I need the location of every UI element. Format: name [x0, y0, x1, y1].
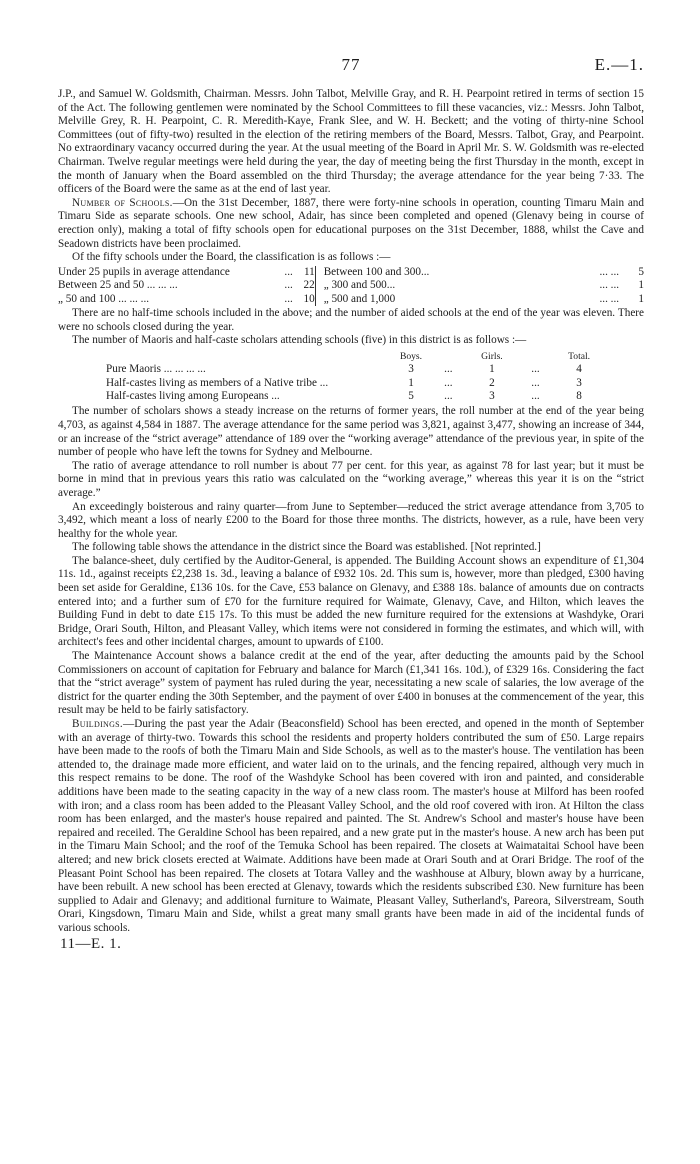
classification-left-value: 22 — [303, 279, 315, 292]
column-spacer — [378, 350, 393, 363]
paragraph-half-time: There are no half-time schools included in the above; and the number of aided schools at the end of the year was eleven. There were no schools closed during the year. — [58, 306, 644, 333]
paragraph-maoris-intro: The number of Maoris and half-caste scholars attending schools (five) in this district is as follows :— — [72, 334, 527, 347]
document-reference: E.—1. — [594, 55, 644, 74]
classification-left-dots: ... — [284, 292, 293, 305]
column-spacer — [430, 350, 467, 363]
boys-value: 1 — [408, 376, 414, 389]
classification-right-dots: ... ... — [599, 292, 620, 305]
boys-value: 3 — [408, 363, 414, 376]
classification-divider — [315, 293, 323, 306]
row-label: Half-castes living as members of a Native tribe ... — [106, 376, 329, 389]
classification-right-label: „ 500 and 1,000 — [323, 292, 396, 305]
classification-right-dots: ... ... — [599, 279, 620, 292]
girls-value: 2 — [489, 376, 495, 389]
classification-right-dots: ... ... — [599, 265, 620, 278]
leader-dots: ... — [444, 363, 453, 376]
maori-table-row — [106, 363, 604, 376]
section-heading-buildings: Buildings. — [72, 718, 124, 730]
page-header — [58, 55, 644, 88]
classification-divider — [315, 266, 323, 279]
total-value: 4 — [576, 363, 582, 376]
maori-table-row — [106, 377, 604, 390]
classification-right-value: 1 — [638, 279, 644, 292]
classification-left-dots: ... — [284, 279, 293, 292]
cell-spacer — [378, 363, 393, 376]
leader-dots: ... — [444, 376, 453, 389]
classification-row — [58, 266, 644, 279]
leader-dots: ... — [531, 376, 540, 389]
cell-spacer — [378, 390, 393, 403]
classification-right-value: 1 — [638, 292, 644, 305]
maori-table-header — [106, 350, 604, 363]
classification-left-label: Between 25 and 50 ... ... ... — [58, 279, 178, 292]
girls-value: 3 — [489, 389, 495, 402]
boys-value: 5 — [408, 389, 414, 402]
maori-scholars-table — [106, 350, 604, 404]
row-label: Pure Maoris ... ... ... ... — [106, 363, 206, 376]
paragraph-number-of-schools — [58, 197, 644, 251]
column-header: Total. — [568, 350, 591, 362]
schools-text: —On the 31st December, 1887, there were forty-nine schools in operation, counting Timaru Main and Timaru Side as separate schools. One new school, Adair, has since been completed and opened (Glenavy being in course of erection only), making a total of fifty schools open for educational purposes on the 31st December, 1888, whilst the Cave and Seadown districts have been proclaimed. — [58, 196, 644, 250]
page-number: 77 — [341, 55, 361, 74]
section-heading-schools: Number of Schools. — [72, 196, 173, 209]
paragraph-weather: An exceedingly boisterous and rainy quarter—from June to September—reduced the strict average attendance from 3,705 to 3,492, which meant a loss of nearly £200 to the Board for those three months. The districts, however, as a rule, have been very healthy for the whole year. — [58, 500, 644, 540]
signature-mark: 11—E. 1. — [60, 935, 122, 952]
classification-left-value: 10 — [303, 292, 315, 305]
row-label: Half-castes living among Europeans ... — [106, 389, 280, 402]
leader-dots: ... — [531, 389, 540, 402]
paragraph-attendance-ratio: The ratio of average attendance to roll number is about 77 per cent. for this year, as against 78 for last year; but it must be borne in mind that in previous years this ratio was calculated on the “working average,” whereas this year it is on the “strict average.” — [58, 459, 644, 499]
classification-table — [58, 266, 644, 306]
classification-left-dots: ... — [284, 265, 293, 278]
paragraph-buildings — [58, 718, 644, 936]
classification-left-value: 11 — [303, 265, 315, 278]
classification-row — [58, 279, 644, 292]
classification-divider — [315, 279, 323, 292]
classification-right-label: Between 100 and 300... — [323, 265, 430, 278]
paragraph-classification-intro: Of the fifty schools under the Board, the classification is as follows :— — [72, 251, 391, 264]
cell-spacer — [378, 377, 393, 390]
column-header: Boys. — [399, 350, 423, 362]
paragraph-attendance-table: The following table shows the attendance in the district since the Board was established. [Not reprinted.] — [72, 541, 541, 554]
classification-right-value: 5 — [638, 265, 644, 278]
column-spacer — [106, 350, 378, 363]
classification-left-label: „ 50 and 100 ... ... ... — [58, 292, 150, 305]
maori-table-row — [106, 390, 604, 403]
paragraph-balance-sheet: The balance-sheet, duly certified by the Auditor-General, is appended. The Building Account shows an expenditure of £1,304 11s. 1d., against receipts £2,238 1s. 3d., leaving a balance of £932 10s. 2d. This sum is, however, more than pledged, £300 having been set aside for Geraldine, £136 10s. for the Cave, £53 balance on Glenavy, and £388 18s. balance of amounts due on contracts entered into; and a further sum of £70 for the furniture required for Waimate, Glenavy, Cave, and Hilton, which leaves the Building Fund in debt to date £15 17s. To this must be added the new furniture required for the extensions at Washdyke, Orari Bridge, Orari South, Hilton, and Pleasant Valley, which items were not considered in forming the estimates, and which will, with architect's fees and other incidental charges, amount to upwards of £100. — [58, 554, 644, 649]
classification-left-label: Under 25 pupils in average attendance — [58, 265, 230, 278]
column-header: Girls. — [481, 350, 503, 362]
girls-value: 1 — [489, 363, 495, 376]
buildings-text: —During the past year the Adair (Beaconsfield) School has been erected, and opened in the month of September with an average of thirty-two. Towards this school the residents and property holders contributed the sum of £50. Large repairs have been made to the roofs of both the Timaru Main and Side Schools, as well as to the master's house. The ventilation has been attended to, the drainage made more efficient, and water laid on to the urinals, and the fencing repaired, although very much in this respect remains to be done. The roof of the Washdyke School has been covered with iron and painted, and considerable additions have been made to the seating capacity in the way of a new class room. The master's house at Milford has been roofed with iron; and a class room has been added to the Pleasant Valley School, and the old roof covered with iron. At Hilton the class room has been enlarged, and the master's house repaired and painted. The St. Andrew's School and master's house have been repaired and receiled. The Geraldine School has been repaired, and a new grate put in the master's house. A new arch has been put in the Timaru Main School; and the roof of the Temuka School has been repaired. The closets at Waimataitai School have been altered; and new brick closets erected at Waimate. Additions have been made at Orari South and at Orari Bridge. The roof of the Pleasant Point School has been repaired. The closets at Totara Valley and the washhouse at Albury, blown away by a hurricane, have been rebuilt. A new school has been erected at Glenavy, towards which the residents subscribed £30. New furniture has been supplied to Adair and Glenavy; and additional furniture to Waimate, Pleasant Valley, Sutherland's, Pareora, Silverstream, South Orari, Kingsdown, Timaru Main and Side, whilst a great many small grants have been made in aid of the incidental funds of various schools. — [58, 718, 644, 934]
total-value: 3 — [576, 376, 582, 389]
leader-dots: ... — [444, 389, 453, 402]
classification-right-label: „ 300 and 500... — [323, 279, 396, 292]
total-value: 8 — [576, 389, 582, 402]
paragraph-scholars: The number of scholars shows a steady increase on the returns of former years, the roll number at the end of the year being 4,703, as against 4,584 in 1887. The average attendance for the same period was 3,821, against 3,477, showing an increase of 344, or an increase of the “strict average” attendance of 189 over the “working average” attendance of the previous year, in spite of the number of people who have left the towns for Sydney and Melbourne. — [58, 405, 644, 459]
paragraph-board-election: J.P., and Samuel W. Goldsmith, Chairman. Messrs. John Talbot, Melville Gray, and R. H. Pearpoint retired in terms of section 15 of the Act. The following gentlemen were nominated by the School Committees to fill these vacancies, viz.: Messrs. John Talbot, Melville Grey, R. H. Pearpoint, C. R. Meredith-Kaye, Frank Slee, and W. H. Beckett; and the voting of thirty-nine School Committees (out of fifty-two) resulted in the election of the retiring members of the Board, Messrs. Talbot, Gray, and Pearpoint. No extraordinary vacancy occurred during the year. At the usual meeting of the Board in April Mr. S. W. Goldsmith was re-elected Chairman. Twelve regular meetings were held during the year, the day of meeting being the first Thursday in the month, except in the month of January when the Board assembled on the third Thursday; the average attendance for the year being 7·33. The officers of the Board were the same as at the end of last year. — [58, 88, 644, 196]
leader-dots: ... — [531, 363, 540, 376]
classification-row — [58, 293, 644, 306]
column-spacer — [517, 350, 554, 363]
paragraph-maintenance: The Maintenance Account shows a balance credit at the end of the year, after deducting the amounts paid by the School Commissioners on account of capitation for February and balance for March (£1,341 16s. 10d.), of £329 16s. Considering the fact that the “strict average” system of payment has ruled during the year, necessitating a new scale of salaries, the low average of the district for the quarter ending the 30th September, and the payment of over £400 in bonuses at the commencement of the year, this result may be held to be fairly satisfactory. — [58, 650, 644, 717]
